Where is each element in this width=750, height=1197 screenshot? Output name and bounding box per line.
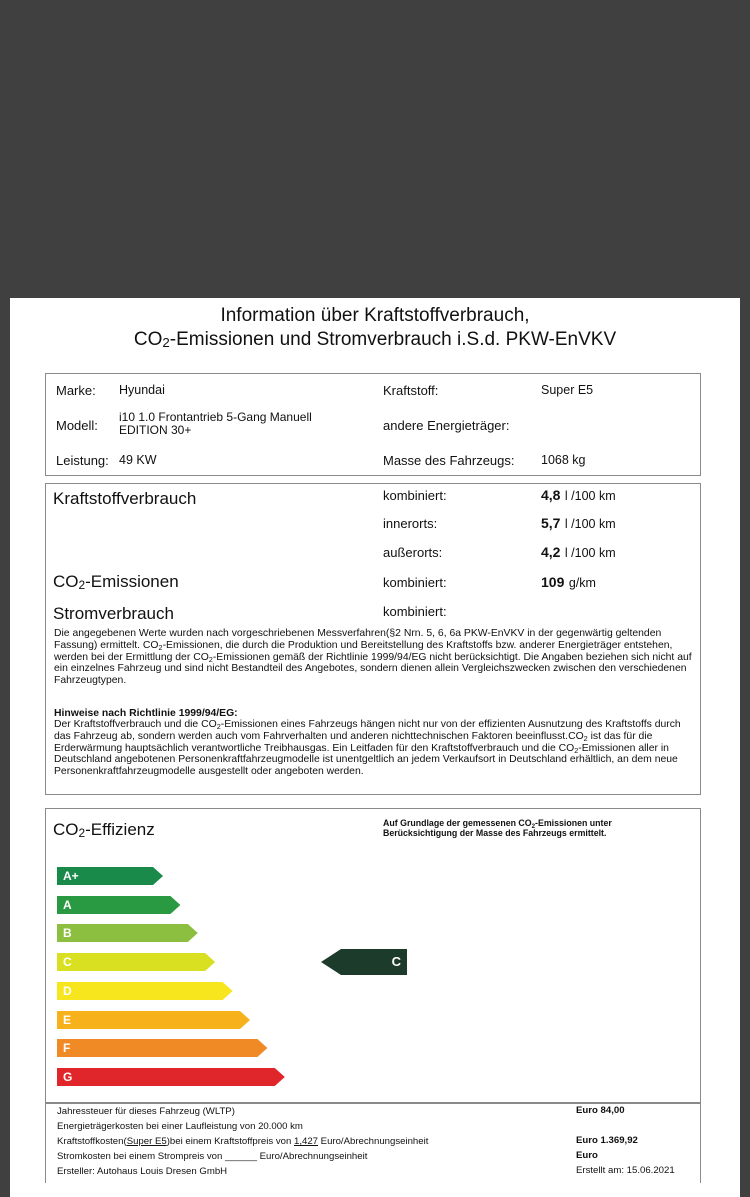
strom-kombiniert-label: kombiniert: — [383, 604, 447, 619]
efficiency-class-label: E — [63, 1012, 72, 1027]
co2-kombiniert-label: kombiniert: — [383, 575, 447, 590]
energietraeger-label: andere Energieträger: — [383, 418, 510, 433]
ausserorts-value: 4,2 l /100 km — [541, 544, 616, 560]
page-title: Information über Kraftstoffverbrauch, — [220, 305, 530, 326]
efficiency-class-label: F — [63, 1041, 71, 1056]
efficiency-class-c — [57, 953, 215, 971]
kraftstoffkosten-label: Kraftstoffkosten(Super E5)bei einem Kraftstoffpreis von 1,427 Euro/Abrechnungseinheit — [57, 1136, 429, 1147]
leistung-label: Leistung: — [56, 453, 109, 468]
kombiniert-label: kombiniert: — [383, 488, 447, 503]
modell-value: i10 1.0 Frontantrieb 5-Gang Manuell EDITION 30+ — [119, 410, 312, 437]
masse-value: 1068 kg — [541, 453, 586, 467]
efficiency-class-label: C — [63, 955, 72, 970]
page-subtitle: $CO_2$-Emissionen und Stromverbrauch i.S.d. PKW-EnVKV — [133, 329, 617, 350]
modell-label: Modell: — [56, 418, 98, 433]
efficiency-class-label: A — [63, 897, 72, 912]
efficiency-basis-note: Auf Grundlage der gemessenen $CO_2$-Emissionen unter Berücksichtigung der Masse des Fahrzeugs ermittelt. — [383, 818, 612, 838]
co2-kombiniert-value: 109 g/km — [541, 574, 596, 590]
efficiency-rating-label: C — [391, 954, 401, 969]
efficiency-rating-indicator — [321, 949, 407, 975]
efficiency-class-d — [57, 982, 233, 1000]
masse-label: Masse des Fahrzeugs: — [383, 453, 515, 468]
kraftstoff-value: Super E5 — [541, 383, 594, 397]
efficiency-class-label: B — [63, 926, 72, 941]
efficiency-class-g — [57, 1068, 285, 1086]
efficiency-class-aplus — [57, 867, 163, 885]
innerorts-value: 5,7 l /100 km — [541, 515, 616, 531]
efficiency-class-b — [57, 924, 198, 942]
directive-note: Der Kraftstoffverbrauch und die $CO_2$-Emissionen eines Fahrzeugs hängen nicht nur von der effizienten Ausnutzung des Kraftstoffs durch das Fahrzeug ab, sondern werden auch vom Fahrverhalten und anderen nichttechnischen Faktoren $beeinflusst.CO_2$ ist das für die Erderwärmung hauptsächlich verantwortliche Treibhausgas. Ein Leitfaden für den Kraftstoffverbrauch und die $CO_2$-Emissionen aller in Deutschland angebotenen Personenkraftfahrzeugmodelle ist unentgeltlich an jedem Verkaufsort in Deutschland erhältlich, an dem neue Personenkraftfahrzeugmodelle ausgestellt oder angeboten werden. — [54, 719, 681, 778]
marke-value: Hyundai — [119, 383, 165, 397]
stromkosten-label: Stromkosten bei einem Strompreis von ______ Euro/Abrechnungseinheit — [57, 1151, 368, 1162]
kraftstoff-label: Kraftstoff: — [383, 383, 439, 398]
steuer-label: Jahressteuer für dieses Fahrzeug (WLTP) — [57, 1106, 235, 1117]
directive-heading: Hinweise nach Richtlinie 1999/94/EG: — [54, 708, 238, 719]
erstellt-am: Erstellt am: 15.06.2021 — [576, 1165, 675, 1176]
efficiency-class-a — [57, 896, 180, 914]
kraftstoffverbrauch-heading: Kraftstoffverbrauch — [53, 489, 197, 508]
efficiency-class-label: A+ — [63, 869, 79, 883]
energiekosten-label: Energieträgerkosten bei einer Laufleistung von 20.000 km — [57, 1121, 303, 1132]
ersteller: Ersteller: Autohaus Louis Dresen GmbH — [57, 1166, 228, 1177]
leistung-value: 49 KW — [119, 453, 157, 467]
co2-effizienz-heading: $CO_2$-Effizienz — [53, 820, 155, 840]
measurement-note: Die angegebenen Werte wurden nach vorgeschriebenen Messverfahren(§2 Nrn. 5, 6, 6a PKW-EnVKV in der gegenwärtig geltenden Fassung) ermittelt. $CO_2$-Emissionen, die durch die Produktion und Bereitstellung des Kraftstoffs bzw. anderer Energieträger entstehen, werden bei der Ermittlung der $CO_2$-Emissionen gemäß der Richtlinie 1999/94/EG nicht berücksichtigt. Die Angaben beziehen sich nicht auf ein einzelnes Fahrzeug und sind nicht Bestandteil des Angebotes, sondern dienen allein Vergleichszwecken zwischen den verschiedenen Fahrzeugtypen. — [54, 628, 692, 687]
efficiency-class-e — [57, 1011, 250, 1029]
kraftstoffkosten-value: Euro 1.369,92 — [576, 1135, 638, 1146]
innerorts-label: innerorts: — [383, 516, 438, 531]
efficiency-class-label: D — [63, 983, 72, 998]
ausserorts-label: außerorts: — [383, 545, 443, 560]
kombiniert-value: 4,8 l /100 km — [541, 487, 616, 503]
stromverbrauch-heading: Stromverbrauch — [53, 604, 174, 623]
efficiency-class-f — [57, 1039, 267, 1057]
marke-label: Marke: — [56, 383, 96, 398]
steuer-value: Euro 84,00 — [576, 1105, 625, 1116]
efficiency-class-label: G — [63, 1069, 73, 1084]
co2-emissionen-heading: $CO_2$-Emissionen — [53, 572, 179, 592]
stromkosten-value: Euro — [576, 1150, 598, 1161]
